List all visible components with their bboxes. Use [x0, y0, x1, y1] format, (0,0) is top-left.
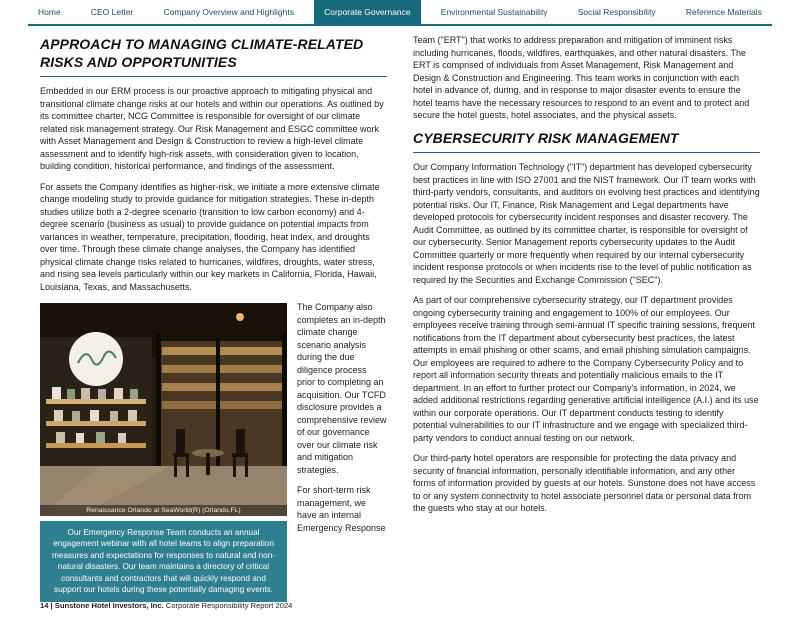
emergency-response-callout: Our Emergency Response Team conducts an annual engagement webinar with all hotel teams to align preparation measures and expectations for responses to natural and non-natural disasters. Our team maintains a directory of critical consultants and contractors that will quickly respond and support our hotels during these potentially damaging events.	[40, 521, 287, 602]
tab-home[interactable]: Home	[38, 7, 61, 17]
footer-report-title: Corporate Responsibility Report 2024	[163, 601, 293, 610]
climate-paragraph-1: Embedded in our ERM process is our proactive approach to mitigating physical and transitional climate change risks at our hotels and within our operations. As outlined by its committee charter, NCG Committee is responsible for oversight of our climate related risk management strategy. Our Risk Management and ESGC committee work with Asset Management and Design & Construction to review a high-level climate assessment and to identify high-risk assets, with consideration given to location, building condition, historical performance, and findings of the assessment.	[40, 86, 384, 171]
left-column	[40, 34, 387, 604]
climate-paragraph-3: The Company also completes an in-depth climate change scenario analysis during the due diligence process prior to completing an acquisition. Our TCFD disclosure provides a comprehensive review of our governance over our climate risk and mitigation strategies.	[297, 302, 387, 475]
section-heading-cybersecurity: CYBERSECURITY RISK MANAGEMENT	[413, 130, 760, 154]
climate-paragraph-4: For short-term risk management, we have an internal Emergency Response	[297, 485, 386, 533]
tab-environmental-sustainability[interactable]: Environmental Sustainability	[440, 7, 548, 17]
media-block	[40, 303, 287, 602]
cybersecurity-paragraph-1: Our Company Information Technology ("IT") department has developed cybersecurity best practices in line with ISO 27001 and the NIST framework. Our IT team works with third-party vendors, consultants, and auditors on evolving best practices and identifying potential risks. Our IT, Finance, Risk Management and Legal departments have developed protocols for cybersecurity incident responses and disaster recovery. The Audit Committee, as outlined by its committee charter, is responsible for oversight of our cybersecurity. Senior Management reports cybersecurity updates to the Audit Committee quarterly or more frequently when required by our internal cybersecurity incident response protocols or when incidents rise to the level of public notification as required by the Securities and Exchange Commission ("SEC").	[413, 162, 760, 285]
tab-social-responsibility[interactable]: Social Responsibility	[577, 7, 656, 17]
climate-paragraph-2: For assets the Company identifies as higher-risk, we initiate a more extensive climate change modeling study to provide guidance for mitigation strategies. These in-depth studies utilize both a 2-degree scenario (transition to low carbon economy) and 4-degree scenario (business as usual) to provide guidance on potential impacts from variances in weather, temperature, precipitation, flooding, heat index, and droughts over time. Through these climate change analyses, the Company has identified physical climate change risks related to hurricanes, wildfires, droughts, water stress, and rising sea levels particularly within our key markets in California, Florida, Hawaii, Louisiana, Texas, and Massachusetts.	[40, 181, 380, 292]
report-nav	[28, 0, 772, 26]
hotel-photo	[40, 303, 287, 516]
tab-ceo-letter[interactable]: CEO Letter	[90, 7, 134, 17]
hotel-shop-illustration	[40, 303, 287, 516]
tab-corporate-governance[interactable]: Corporate Governance	[314, 0, 420, 24]
cybersecurity-paragraph-3: Our third-party hotel operators are responsible for protecting the data privacy and security of financial information, personally identifiable information, and any other forms of information provided by guests at our hotels. Sunstone does not have access to or any system connectivity to hotel associate personnel data or personal data from the guests who stay at our hotels.	[413, 453, 756, 513]
ert-paragraph: Team ("ERT") that works to address preparation and mitigation of imminent risks including hurricanes, floods, wildfires, earthquakes, and other natural disasters. The ERT is comprised of individuals from Asset Management, Risk Management and Design & Construction and Engineering. This team works in conjunction with each hotel in advance of, during, and in response to major disaster events to ensure the hotel teams have the necessary resources to respond to an event and to protect and secure the hotel guests, hotel associates, and the physical assets.	[413, 35, 750, 120]
section-heading-climate: APPROACH TO MANAGING CLIMATE-RELATED RISKS AND OPPORTUNITIES	[40, 36, 387, 77]
footer-company: 14 | Sunstone Hotel Investors, Inc.	[40, 601, 164, 610]
right-column	[413, 34, 760, 604]
tab-company-overview[interactable]: Company Overview and Highlights	[163, 7, 294, 17]
photo-caption: Renaissance Orlando at SeaWorld(R) (Orlando,FL)	[40, 505, 287, 516]
page-body	[0, 26, 800, 604]
cybersecurity-paragraph-2: As part of our comprehensive cybersecurity strategy, our IT department provides ongoing cybersecurity training and engagement to 100% of our employees. Our employees receive training through semi-annual IT specific training sessions, frequent notifications from the IT department about cybersecurity best practices, the latest attempts in email phishing or other scams, and email phishing simulation campaigns. Our employees are required to adhere to the Company Cybersecurity Policy and to report all information security threats and potentially malicious emails to the IT department. In an effort to further protect our Company's information, in 2024, we added additional restrictions regarding generative artificial intelligence (A.I.) and its use within our corporate operations. Our IT department conducts testing to identify potential vulnerabilities to our IT infrastructure and we engage with specialized third-party vendors to conduct annual testing on our network.	[413, 295, 759, 443]
page-footer	[40, 601, 292, 610]
tab-reference-materials[interactable]: Reference Materials	[685, 7, 762, 17]
